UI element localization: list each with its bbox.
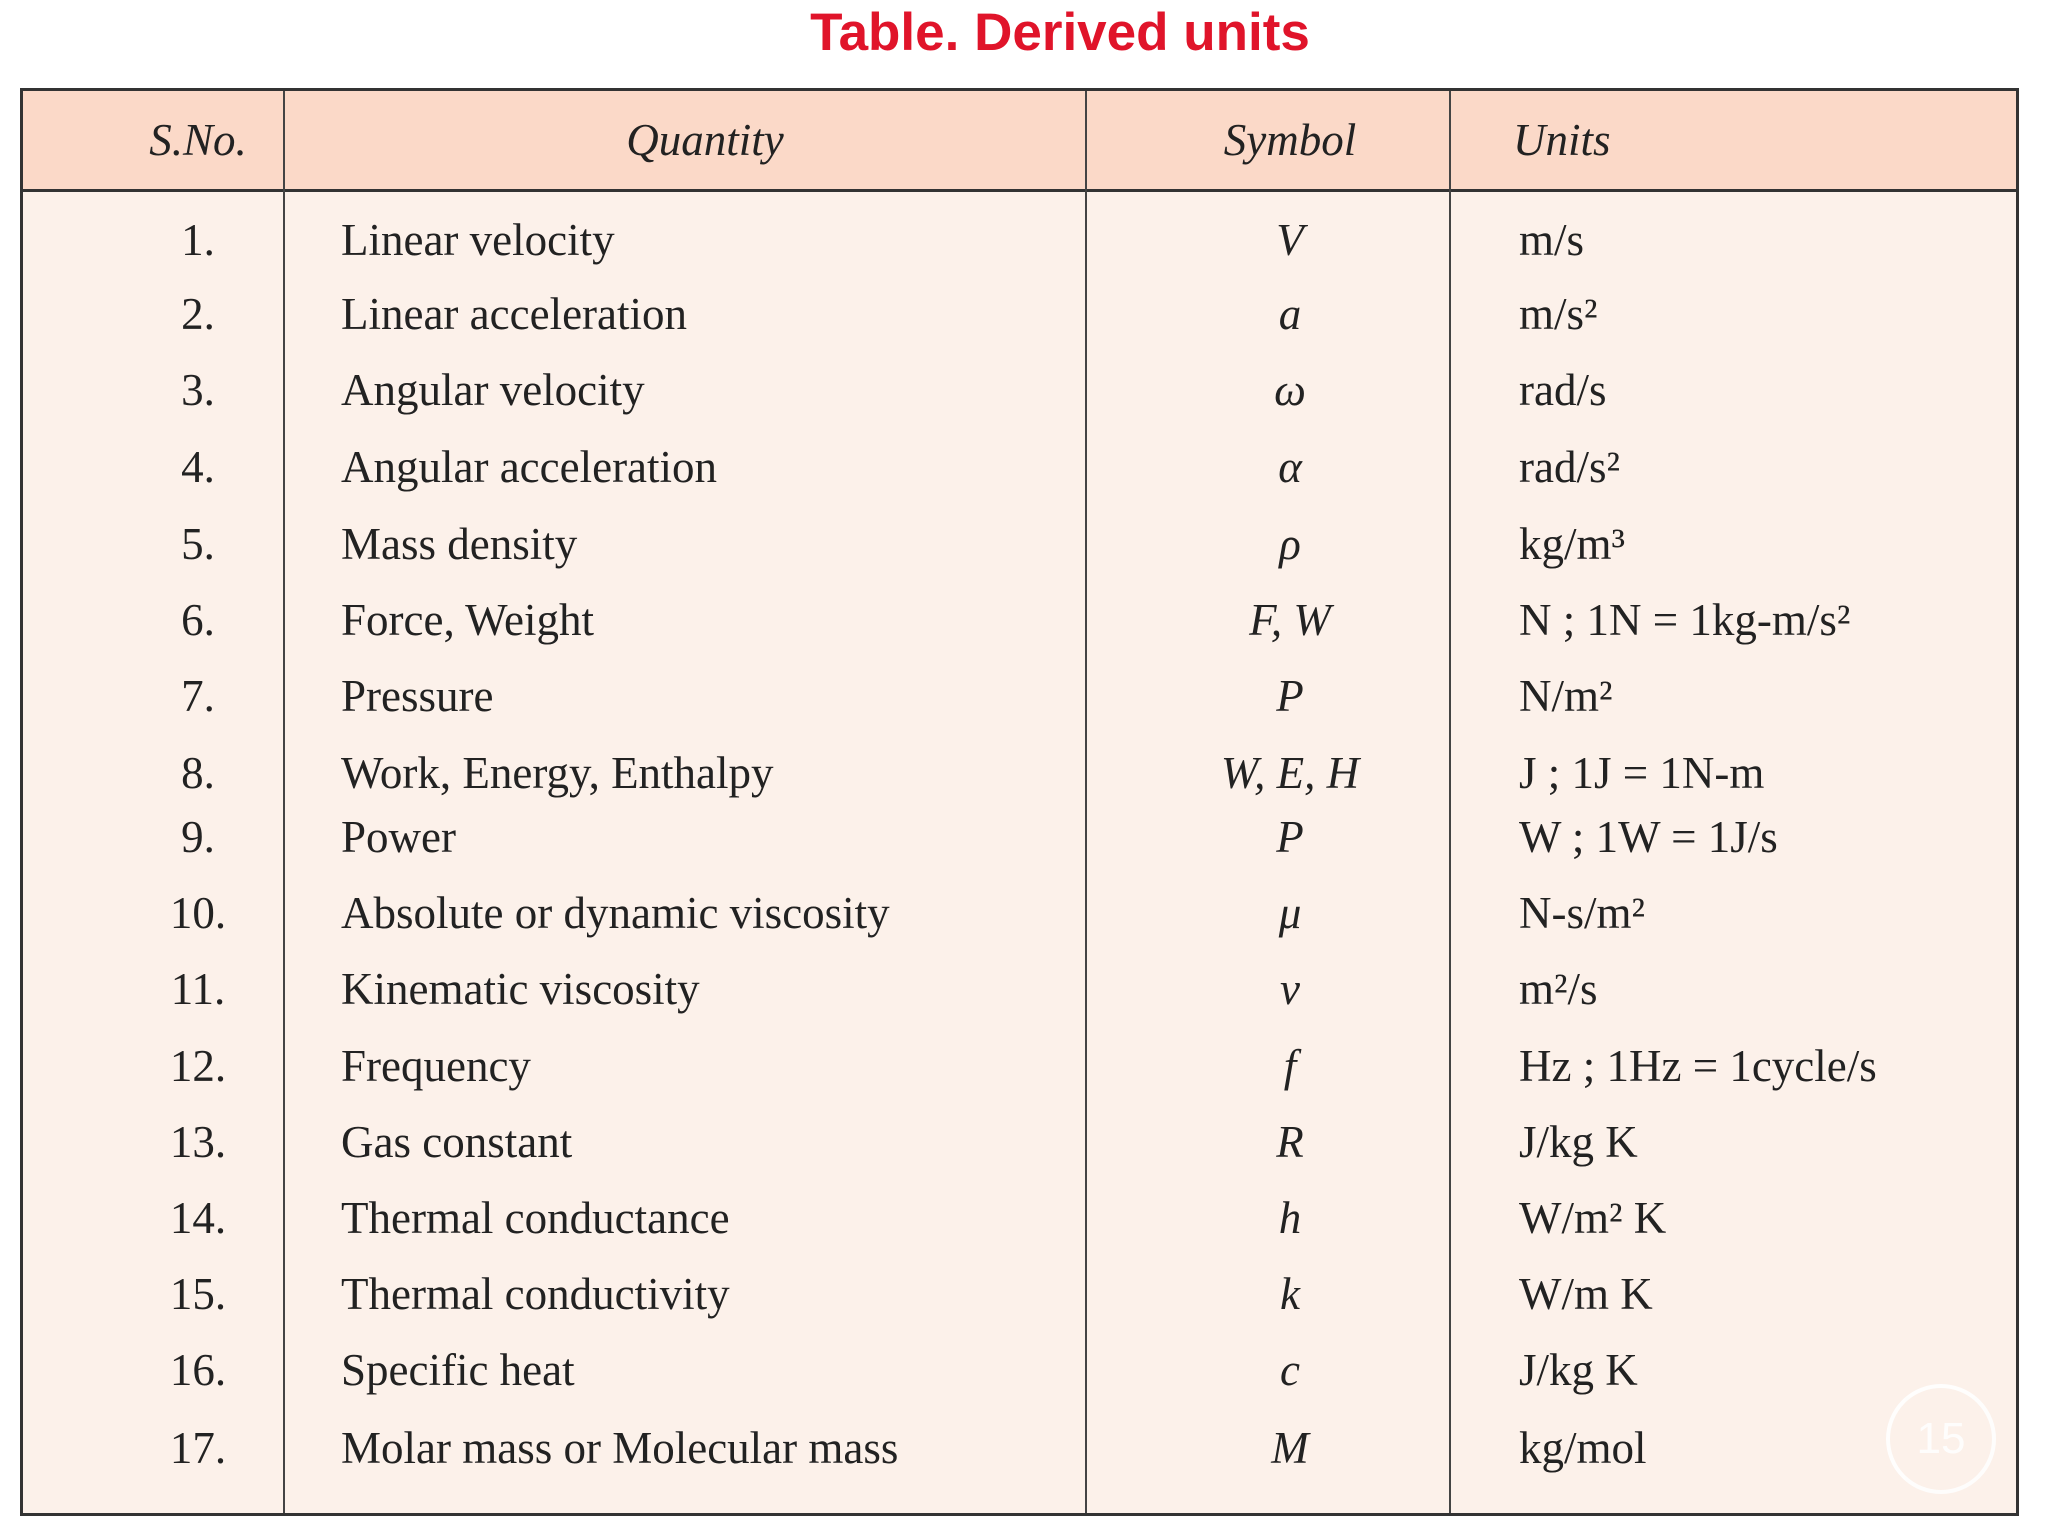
cell-quantity: Absolute or dynamic viscosity — [341, 888, 890, 938]
cell-quantity: Work, Energy, Enthalpy — [341, 748, 774, 798]
cell-sno: 5. — [181, 519, 215, 569]
cell-units: N ; 1N = 1kg-m/s² — [1519, 595, 1851, 645]
page-number-badge: 15 — [1886, 1384, 1996, 1494]
cell-sno: 4. — [181, 442, 215, 492]
cell-sno: 17. — [169, 1423, 227, 1473]
cell-units: m/s² — [1519, 289, 1598, 339]
cell-quantity: Power — [341, 812, 456, 862]
cell-sno: 13. — [169, 1117, 227, 1167]
cell-quantity: Mass density — [341, 519, 578, 569]
derived-units-table — [20, 88, 2019, 1516]
cell-symbol: f — [1283, 1041, 1297, 1091]
cell-symbol: V — [1276, 215, 1304, 265]
table-row — [23, 1340, 2016, 1400]
cell-units: W/m K — [1519, 1269, 1653, 1319]
cell-symbol: μ — [1278, 888, 1302, 938]
cell-sno: 1. — [181, 215, 215, 265]
cell-sno: 16. — [169, 1345, 227, 1395]
table-row — [23, 807, 2016, 867]
table-row — [23, 883, 2016, 943]
cell-units: kg/m³ — [1519, 519, 1625, 569]
cell-units: m²/s — [1519, 964, 1598, 1014]
table-row — [23, 666, 2016, 726]
table-row — [23, 284, 2016, 344]
table-row — [23, 514, 2016, 574]
cell-sno: 12. — [169, 1041, 227, 1091]
cell-sno: 11. — [170, 964, 226, 1014]
cell-quantity: Pressure — [341, 671, 494, 721]
cell-sno: 7. — [181, 671, 215, 721]
header-symbol: Symbol — [1223, 115, 1357, 165]
cell-symbol: M — [1271, 1423, 1309, 1473]
cell-sno: 9. — [181, 812, 215, 862]
cell-symbol: W, E, H — [1220, 748, 1360, 798]
header-quantity: Quantity — [626, 115, 784, 165]
cell-quantity: Angular acceleration — [341, 442, 718, 492]
cell-sno: 10. — [169, 888, 227, 938]
header-units: Units — [1513, 115, 1611, 165]
cell-symbol: c — [1280, 1345, 1300, 1395]
table-row — [23, 959, 2016, 1019]
table-row — [23, 743, 2016, 803]
cell-symbol: k — [1280, 1269, 1300, 1319]
cell-sno: 8. — [181, 748, 215, 798]
table-row — [23, 1188, 2016, 1248]
cell-sno: 3. — [181, 365, 215, 415]
cell-symbol: P — [1276, 812, 1304, 862]
cell-sno: 14. — [169, 1193, 227, 1243]
cell-quantity: Force, Weight — [341, 595, 594, 645]
table-row — [23, 210, 2016, 270]
table-row — [23, 1036, 2016, 1096]
cell-symbol: ρ — [1279, 519, 1301, 569]
table-row — [23, 590, 2016, 650]
cell-sno: 6. — [181, 595, 215, 645]
cell-units: rad/s² — [1519, 442, 1620, 492]
table-row — [23, 1264, 2016, 1324]
table-row — [23, 360, 2016, 420]
cell-quantity: Linear acceleration — [341, 289, 688, 339]
table-row — [23, 1112, 2016, 1172]
cell-units: Hz ; 1Hz = 1cycle/s — [1519, 1041, 1877, 1091]
cell-symbol: ν — [1280, 964, 1300, 1014]
cell-quantity: Gas constant — [341, 1117, 573, 1167]
cell-symbol: P — [1276, 671, 1304, 721]
cell-quantity: Molar mass or Molecular mass — [341, 1423, 899, 1473]
cell-units: J ; 1J = 1N-m — [1519, 748, 1765, 798]
cell-symbol: a — [1278, 289, 1302, 339]
table-header — [23, 91, 2016, 192]
cell-units: W ; 1W = 1J/s — [1519, 812, 1778, 862]
cell-units: J/kg K — [1519, 1345, 1638, 1395]
cell-quantity: Frequency — [341, 1041, 531, 1091]
cell-quantity: Angular velocity — [341, 365, 645, 415]
cell-quantity: Linear velocity — [341, 215, 615, 265]
cell-units: m/s — [1519, 215, 1585, 265]
cell-sno: 15. — [169, 1269, 227, 1319]
cell-quantity: Kinematic viscosity — [341, 964, 700, 1014]
cell-quantity: Specific heat — [341, 1345, 575, 1395]
cell-units: W/m² K — [1519, 1193, 1667, 1243]
table-title: Table. Derived units — [810, 3, 1310, 62]
cell-units: kg/mol — [1519, 1423, 1647, 1473]
cell-symbol: ω — [1274, 365, 1306, 415]
cell-symbol: F, W — [1249, 595, 1331, 645]
cell-symbol: h — [1278, 1193, 1302, 1243]
cell-quantity: Thermal conductivity — [341, 1269, 730, 1319]
cell-units: N/m² — [1519, 671, 1613, 721]
table-row — [23, 437, 2016, 497]
cell-symbol: α — [1278, 442, 1302, 492]
cell-symbol: R — [1276, 1117, 1304, 1167]
table-row — [23, 1418, 2016, 1478]
cell-units: N-s/m² — [1519, 888, 1645, 938]
cell-units: rad/s — [1519, 365, 1607, 415]
cell-sno: 2. — [181, 289, 215, 339]
cell-quantity: Thermal conductance — [341, 1193, 730, 1243]
cell-units: J/kg K — [1519, 1117, 1638, 1167]
header-sno: S.No. — [149, 115, 247, 165]
